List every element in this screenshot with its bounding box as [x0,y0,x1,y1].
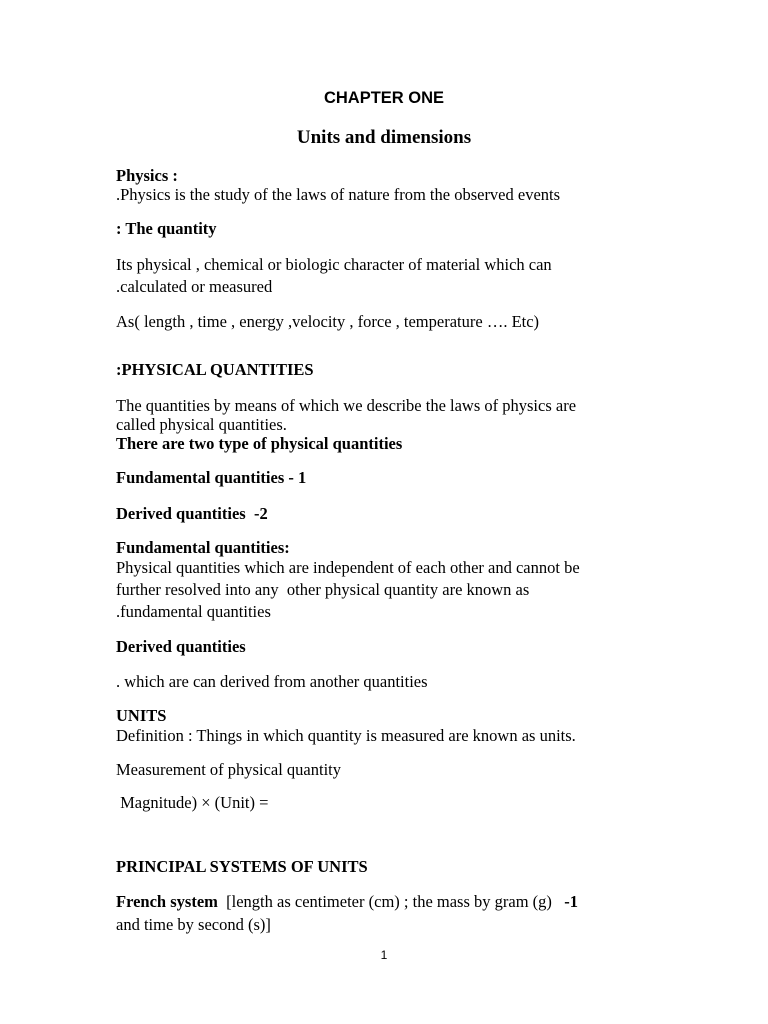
french-system-label: French system [116,892,218,911]
quantity-line-1: Its physical , chemical or biologic character of material which can [116,255,552,274]
type-derived: Derived quantities -2 [116,504,268,523]
physical-quantities-line-1: The quantities by means of which we describe the laws of physics are [116,396,577,415]
derived-definition: . which are can derived from another quantities [116,672,428,691]
units-heading: UNITS [116,706,167,725]
physics-definition: .Physics is the study of the laws of nature from the observed events [116,185,561,204]
french-system-number: -1 [564,892,579,911]
physical-quantities-heading: :PHYSICAL QUANTITIES [116,360,314,379]
units-definition: Definition : Things in which quantity is measured are known as units. [116,726,576,745]
units-measurement: Measurement of physical quantity [116,760,341,779]
french-system-line-2: and time by second (s)] [116,915,271,934]
french-system-line-1 [116,892,578,912]
types-heading: There are two type of physical quantities [116,434,403,453]
fundamental-line-3: .fundamental quantities [116,602,271,621]
quantity-line-2: .calculated or measured [116,277,273,296]
units-formula: Magnitude) × (Unit) = [116,793,269,812]
page-title: Units and dimensions [296,127,472,148]
page-number: 1 [380,948,388,962]
physics-heading: Physics : [116,166,178,185]
quantity-heading: : The quantity [116,219,217,238]
quantity-examples: As( length , time , energy ,velocity , force , temperature …. Etc) [116,312,540,331]
systems-heading: PRINCIPAL SYSTEMS OF UNITS [116,857,368,876]
chapter-heading: CHAPTER ONE [323,89,445,107]
derived-heading: Derived quantities [116,637,246,656]
french-system-text: [length as centimeter (cm) ; the mass by gram (g) [217,892,565,911]
fundamental-heading: Fundamental quantities: [116,538,290,557]
fundamental-line-1: Physical quantities which are independent of each other and cannot be [116,558,580,577]
physical-quantities-line-2: called physical quantities. [116,415,287,434]
type-fundamental: Fundamental quantities - 1 [116,468,307,487]
fundamental-line-2: further resolved into any other physical quantity are known as [116,580,530,599]
